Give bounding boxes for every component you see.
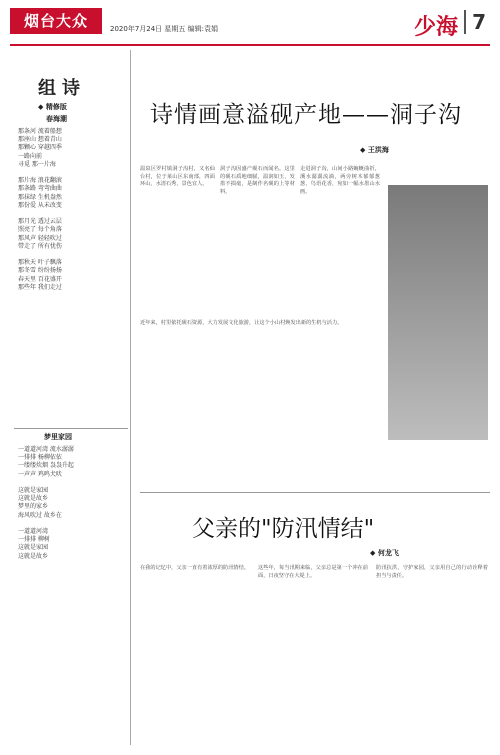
article-photo bbox=[388, 185, 488, 440]
page-number: 7 bbox=[464, 10, 486, 34]
poem-edition-heading: ◆ 精修版 bbox=[38, 102, 67, 111]
article-headline-2: 父亲的"防汛情结" bbox=[192, 516, 375, 542]
article1-paragraph: 走进洞子沟，山间小路蜿蜒曲折，溪水潺潺流淌，两旁树木郁郁葱葱，鸟语花香，宛如一幅水墨山水画。 bbox=[300, 166, 380, 195]
poem-set-title: 组诗 bbox=[38, 78, 86, 99]
masthead-rule bbox=[10, 44, 490, 46]
poem-subtitle: 春海潮 bbox=[46, 114, 67, 123]
article1-paragraph: 近年来，村里依托砚石资源，大力发展文化旅游，让这个小山村焕发出新的生机与活力。 bbox=[140, 320, 343, 326]
article1-paragraph: 洞子沟因盛产砚石而闻名。这里的砚石质地细腻，温润如玉，发墨不损毫，是制作名砚的上等材料。 bbox=[220, 166, 295, 195]
poem-title-2: 梦里家园 bbox=[44, 432, 72, 441]
section-title: 少海 bbox=[413, 15, 458, 40]
article-headline-1: 诗情画意溢砚产地——洞子沟 bbox=[150, 102, 462, 128]
issue-date: 2020年7月24日 星期五 编辑:袁娟 bbox=[110, 25, 218, 33]
article-byline-1: ◆ 王洪海 bbox=[360, 145, 389, 154]
article2-paragraph: 防汛抗洪，守护家园，父亲用自己的行动诠释着担当与责任。 bbox=[376, 565, 488, 579]
newspaper-logo: 烟台大众 bbox=[10, 8, 102, 34]
divider bbox=[140, 492, 490, 493]
article-byline-2: ◆ 何龙飞 bbox=[370, 548, 399, 557]
divider bbox=[14, 428, 128, 429]
article2-paragraph: 在我的记忆中，父亲一直有着浓厚的防汛情结。 bbox=[140, 565, 249, 571]
poem-body-2: 一道道河湾 流水潺潺 一排排 杨柳依依 一缕缕炊烟 袅袅升起 一声声 鸡鸣犬吠 这就是家园 这就是故乡 梦里的家乡 海风吹过 故乡在 一道道河湾 一排排 柳树 这就是家园 这就是故乡 bbox=[18, 446, 74, 560]
poem-body-1: 那条河 流着船想 那座山 想着青山 那颗心 穿越四季 一路向前 寻觅 那一片海 那片海 浪花翻滚 那条路 弯弯曲曲 那抹绿 生机盎然 那份爱 从未改变 那月光 透过云层 照亮了 每个角落 那风声 轻轻吹过 带走了 所有忧伤 那秋天 叶子飘落 那冬雪 纷纷扬扬 春天里 百花盛开 那些年 我们走过 bbox=[18, 128, 62, 291]
article2-paragraph: 这些年，每当汛期来临，父亲总是第一个冲在前面，日夜坚守在大堤上。 bbox=[258, 565, 368, 579]
article1-paragraph: 温泉区罗村镇洞子沟村，又名仙台村，位于莱山区东南部，四面环山，水清石秀，景色宜人。 bbox=[140, 166, 215, 188]
